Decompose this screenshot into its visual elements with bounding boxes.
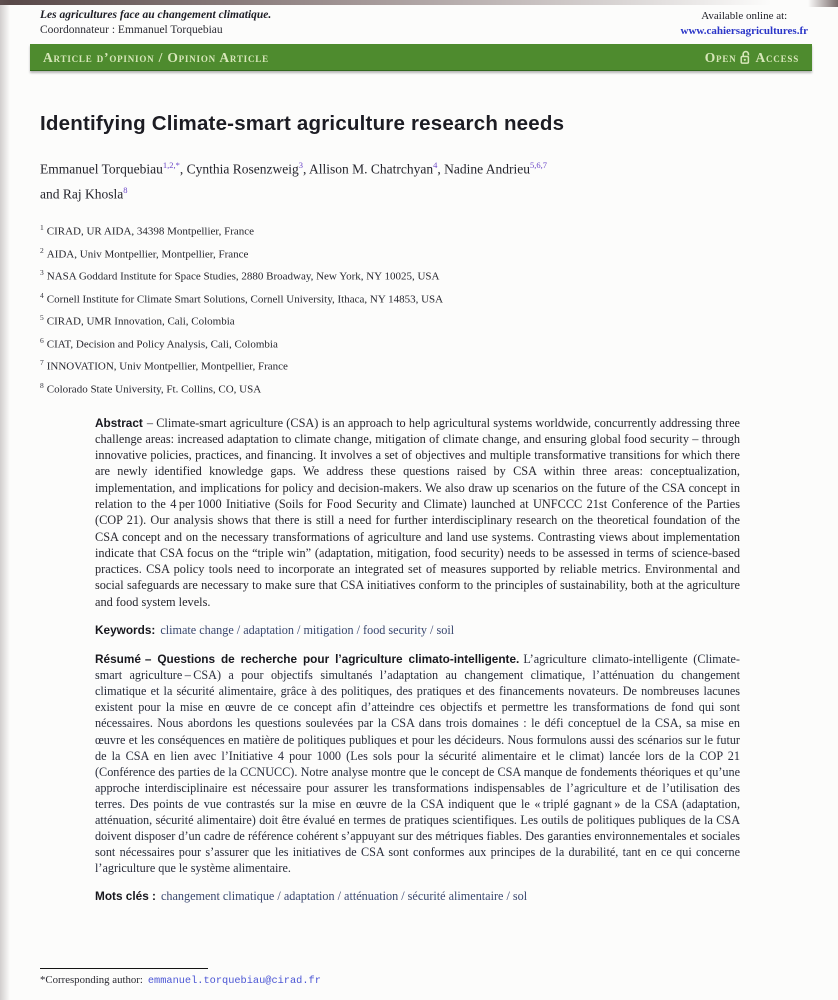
scan-artifact-left-edge [0, 0, 10, 1000]
affiliation-number: 3 [40, 268, 44, 278]
affiliation-number: 8 [40, 380, 44, 390]
author-affiliation-sup: 1,2,* [162, 160, 180, 170]
affiliation-item [40, 264, 798, 287]
author-conjunction: and [40, 186, 63, 201]
affiliation-number: 2 [40, 245, 44, 255]
affiliation-list [40, 219, 798, 400]
author-affiliation-sup: 3 [298, 160, 304, 170]
affiliation-text: CIRAD, UMR Innovation, Cali, Colombia [46, 315, 235, 328]
available-online-label: Available online at: [701, 10, 788, 22]
affiliation-number: 7 [40, 358, 44, 368]
mots-cles-label: Mots clés : [95, 889, 156, 904]
author-separator: , [179, 161, 187, 177]
author-name: Nadine Andrieu [444, 161, 531, 177]
open-access-badge [705, 50, 799, 66]
affiliation-text: CIAT, Decision and Policy Analysis, Cali, Colombia [46, 338, 278, 351]
affiliation-text: NASA Goddard Institute for Space Studies, 2880 Broadway, New York, NY 10025, USA [46, 270, 440, 283]
affiliation-item [40, 219, 798, 242]
affiliation-number: 1 [40, 223, 44, 232]
scan-artifact-top [0, 0, 772, 5]
affiliation-number: 4 [40, 290, 44, 300]
abstract-label: Abstract [95, 415, 143, 430]
author-name: Cynthia Rosenzweig [186, 161, 299, 177]
resume-lead: – Questions de recherche pour l’agriculture climato-intelligente. [144, 652, 520, 667]
open-access-label-access: Access [755, 49, 799, 65]
resume-paragraph [95, 651, 740, 876]
masthead-availability-block [681, 9, 809, 37]
author-affiliation-sup: 8 [123, 184, 128, 195]
footnote-rule [40, 968, 208, 969]
affiliation-text: Cornell Institute for Climate Smart Solutions, Cornell University, Ithaca, NY 14853, USA [46, 293, 444, 306]
mots-cles-text: changement climatique / adaptation / atténuation / sécurité alimentaire / sol [160, 889, 528, 904]
affiliation-item [40, 332, 798, 355]
masthead-series-block [40, 9, 271, 37]
affiliation-text: INNOVATION, Univ Montpellier, Montpellier, France [46, 361, 288, 374]
affiliation-item [40, 287, 798, 310]
author-separator: , [303, 161, 310, 177]
affiliation-text: Colorado State University, Ft. Collins, CO, USA [46, 383, 262, 396]
open-access-lock-icon [740, 50, 751, 65]
author-name: Raj Khosla [62, 186, 124, 201]
corresponding-author-email[interactable]: emmanuel.torquebiau@cirad.fr [147, 975, 321, 987]
affiliation-item [40, 377, 798, 400]
mots-cles-line [95, 889, 740, 904]
abstract-paragraph [95, 415, 740, 611]
open-access-label-open: Open [704, 49, 737, 65]
author-affiliation-sup: 4 [433, 160, 438, 170]
affiliation-text: AIDA, Univ Montpellier, Montpellier, France [46, 248, 249, 261]
series-title: Les agricultures face au changement climatique. [40, 9, 272, 21]
affiliation-item [40, 309, 798, 332]
affiliation-item [40, 242, 798, 265]
keywords-line [95, 623, 740, 638]
journal-url-link[interactable]: www.cahiersagricultures.fr [680, 25, 808, 37]
keywords-text: climate change / adaptation / mitigation / food security / soil [160, 623, 455, 638]
affiliation-text: CIRAD, UR AIDA, 34398 Montpellier, France [46, 225, 255, 238]
resume-label: Résumé [95, 652, 141, 667]
affiliation-item [40, 354, 798, 377]
author-name: Allison M. Chatrchyan [309, 161, 434, 177]
keywords-label: Keywords: [95, 623, 156, 638]
corresponding-author-label: *Corresponding author: [40, 974, 143, 986]
affiliation-number: 6 [40, 335, 44, 345]
footnote [40, 968, 321, 987]
author-list [40, 155, 798, 204]
abstract-text: – Climate-smart agriculture (CSA) is an approach to help agricultural systems worldwide, concurrently addressing three challenge areas: increased adaptation to climate change, mitigation of climate change, and ensuring global food security – through innovative policies, practices, and financing. It involves a set of objectives and multiple transformative transitions for which there are newly identified knowledge gaps. We address these questions raised by CSA within three areas: conceptualization, implementation, and implications for policy and decision-makers. We also draw up scenarios on the future of the CSA concept in relation to the 4 per 1000 Initiative (Soils for Food Security and Climate) launched at UNFCCC 21st Conference of the Parties (COP 21). Our analysis shows that there is still a need for further interdisciplinary research on the theoretical foundation of the CSA concept and on the necessary transformations of agriculture and land use systems. Contrasting views about implementation indicate that CSA focus on the “triple win” (adaptation, mitigation, food security) needs to be assessed in terms of science-based practices. CSA policy tools need to incorporate an integrated set of measures supported by reliable metrics. Environmental and social safeguards are necessary to make sure that CSA initiatives conform to the principles of sustainability, both at the agriculture and food system levels. [95, 415, 740, 609]
scan-artifact-top-right [808, 0, 838, 7]
masthead [0, 0, 838, 37]
coordinator-line: Coordonnateur : Emmanuel Torquebiau [40, 24, 223, 36]
article-type-banner [30, 44, 812, 71]
author-name: Emmanuel Torquebiau [40, 161, 163, 177]
article-type-label: Article d’opinion / Opinion Article [43, 49, 269, 65]
resume-text: L’agriculture climato-intelligente (Climate-smart agriculture – CSA) a pour objectifs simultanés l’adaptation au changement climatique, l’atténuation du changement climatique et la sécurité alimentaire, grâce à des politiques, des pratiques et des financements novateurs. De nombreuses lacunes existent pour la mise en œuvre de ce concept afin d’atteindre ces objectifs et permettre les transformations de fond qui sont nécessaires. Nous abordons les questions soulevées par la CSA dans trois domaines : le défi conceptuel de la CSA, sa mise en œuvre et les conséquences en matière de politiques publiques et pour les décideurs. Nous formulons aussi des scénarios sur le futur de la CSA en lien avec l’Initiative 4 pour 1000 (Les sols pour la sécurité alimentaire et le climat) lancée lors de la COP 21 (Conférence des parties de la CCNUCC). Notre analyse montre que le concept de CSA manque de fondements théoriques et qu’une approche interdisciplinaire est nécessaire pour assurer les transformations indispensables de l’agriculture et de l’utilisation des terres. Des points de vue contrastés sur la mise en œuvre de la CSA indiquent que le « triplé gagnant » de la CSA (adaptation, atténuation, sécurité alimentaire) doit être évalué en termes de pratiques scientifiques. Les outils de politiques publiques de la CSA doivent disposer d’un cadre de référence cohérent s’appuyant sur des métriques fiables. Des garanties environnementales et sociales sont nécessaires pour s’assurer que les initiatives de CSA sont conformes aux principes de la durabilité, tant en ce qui concerne l’agriculture que le système alimentaire. [95, 652, 740, 876]
affiliation-number: 5 [40, 313, 44, 323]
author-separator: , [437, 161, 445, 177]
author-affiliation-sup: 5,6,7 [530, 160, 548, 170]
article-title: Identifying Climate-smart agriculture research needs [40, 112, 565, 135]
